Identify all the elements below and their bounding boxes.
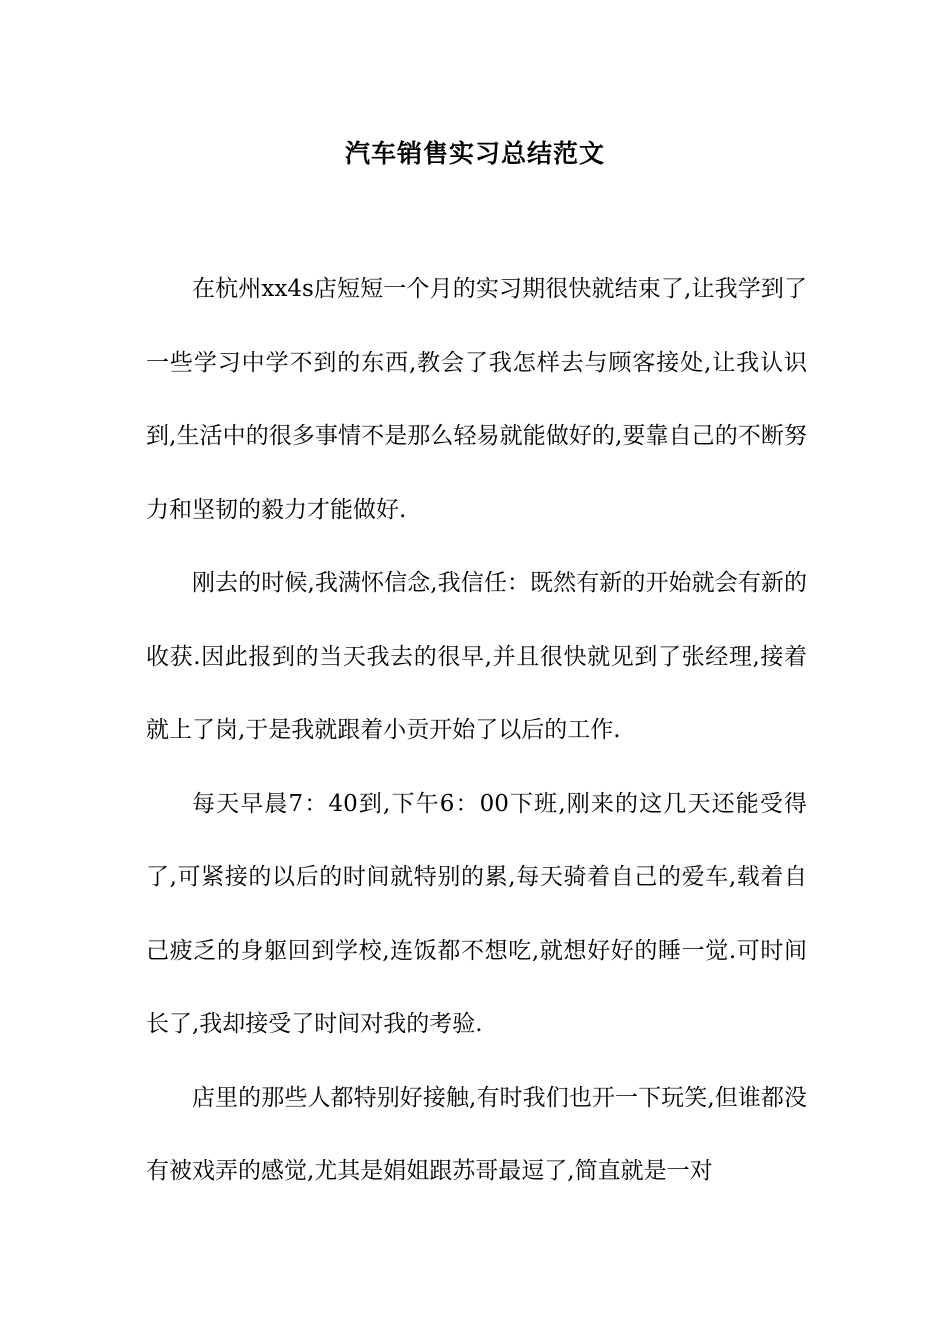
paragraph-2: 刚去的时候,我满怀信念,我信任：既然有新的开始就会有新的收获.因此报到的当天我去的很早,并且很快就见到了张经理,接着就上了岗,于是我就跟着小贡开始了以后的工作. bbox=[146, 570, 807, 743]
paragraph-1: 在杭州xx4s店短短一个月的实习期很快就结束了,让我学到了一些学习中学不到的东西,教会了我怎样去与顾客接处,让我认识到,生活中的很多事情不是那么轻易就能做好的,要靠自己的不断努力和坚韧的毅力才能做好. bbox=[146, 276, 807, 523]
paragraph-3: 每天早晨7：40到,下午6：00下班,刚来的这几天还能受得了,可紧接的以后的时间就特别的累,每天骑着自己的爱车,载着自己疲乏的身躯回到学校,连饭都不想吃,就想好好的睡一觉.可时间长了,我却接受了时间对我的考验. bbox=[146, 790, 807, 1037]
paragraph-4: 店里的那些人都特别好接触,有时我们也开一下玩笑,但谁都没有被戏弄的感觉,尤其是娟姐跟苏哥最逗了,简直就是一对 bbox=[146, 1084, 807, 1184]
document-body bbox=[146, 253, 807, 1209]
document-title: 汽车销售实习总结范文 bbox=[344, 139, 605, 168]
